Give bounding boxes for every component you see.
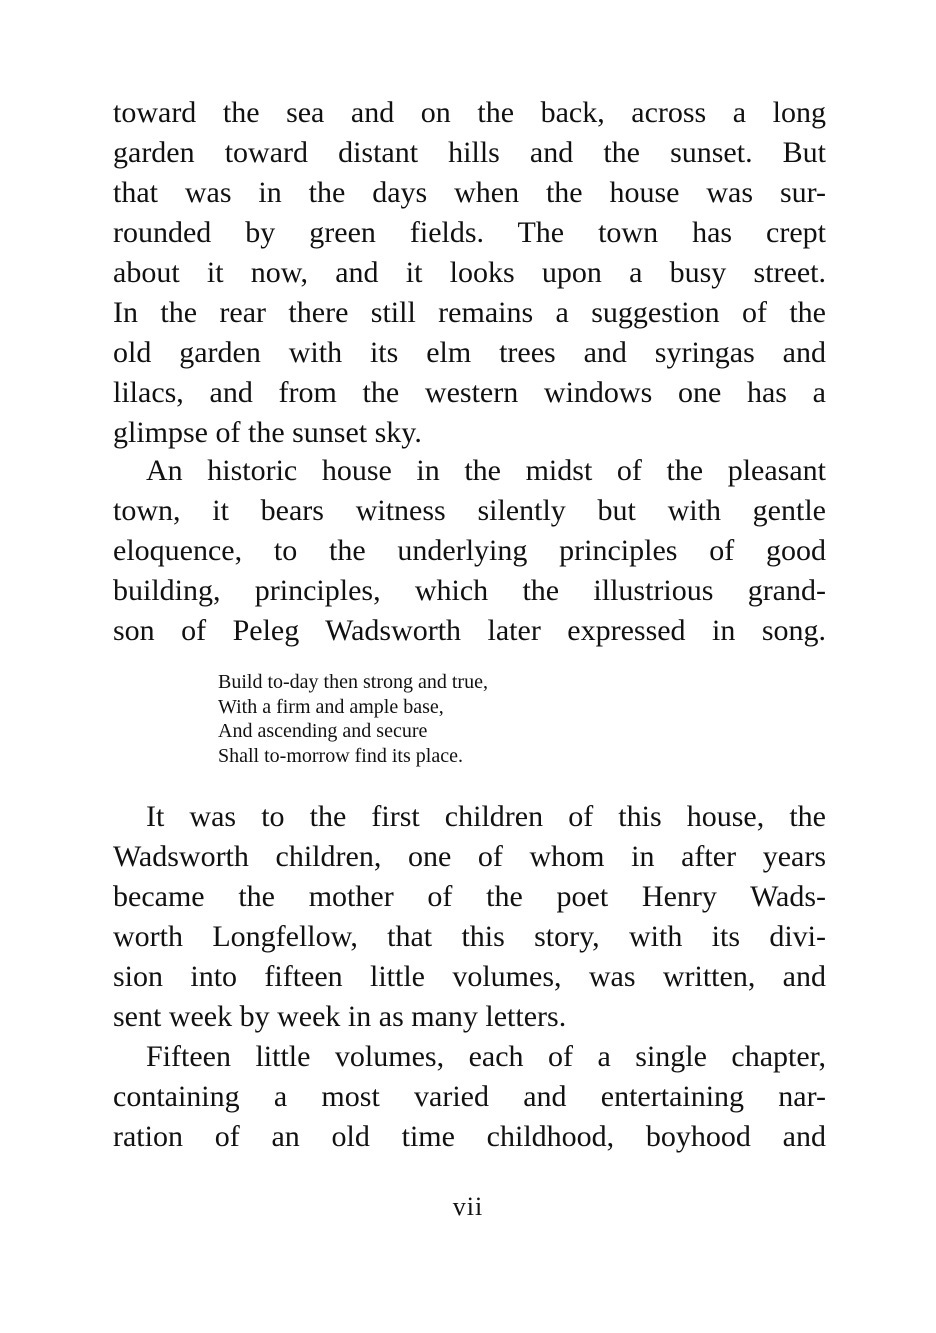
- verse-line: And ascending and secure: [218, 720, 428, 742]
- text-line: building, principles, which the illustrious grand-: [113, 574, 826, 607]
- text-line: ration of an old time childhood, boyhood and: [113, 1120, 826, 1153]
- verse-line: Build to-day then strong and true,: [218, 671, 488, 693]
- text-line: rounded by green fields. The town has crept: [113, 216, 826, 249]
- text-line: old garden with its elm trees and syringas and: [113, 336, 826, 369]
- text-line: son of Peleg Wadsworth later expressed in song.: [113, 614, 826, 647]
- text-line: that was in the days when the house was sur-: [113, 176, 826, 209]
- text-line: Fifteen little volumes, each of a single chapter,: [146, 1040, 826, 1073]
- text-line: lilacs, and from the western windows one has a: [113, 376, 826, 409]
- text-line: became the mother of the poet Henry Wads-: [113, 880, 826, 913]
- text-line: garden toward distant hills and the sunset. But: [113, 136, 826, 169]
- page-number: vii: [452, 1192, 484, 1221]
- text-line: Wadsworth children, one of whom in after years: [113, 840, 826, 873]
- text-line: worth Longfellow, that this story, with its divi-: [113, 920, 826, 953]
- text-line: In the rear there still remains a suggestion of the: [113, 296, 826, 329]
- verse-line: With a firm and ample base,: [218, 695, 444, 718]
- verse-quotation: [218, 670, 638, 768]
- text-line: An historic house in the midst of the pleasant: [146, 454, 826, 487]
- text-line: eloquence, to the underlying principles of good: [113, 534, 826, 567]
- paragraph-wadsworth-children: [113, 797, 826, 1037]
- text-line: sion into fifteen little volumes, was written, and: [113, 960, 826, 993]
- paragraph-house-setting: [113, 93, 826, 453]
- text-line: It was to the first children of this house, the: [146, 800, 826, 833]
- verse-line: Shall to-morrow find its place.: [218, 744, 463, 767]
- text-line: glimpse of the sunset sky.: [113, 416, 422, 449]
- text-line: about it now, and it looks upon a busy street.: [113, 256, 826, 289]
- text-line: toward the sea and on the back, across a long: [113, 96, 826, 129]
- paragraph-fifteen-volumes: [113, 1037, 826, 1157]
- text-line: containing a most varied and entertaining nar-: [113, 1080, 826, 1113]
- text-line: sent week by week in as many letters.: [113, 1000, 567, 1033]
- text-line: town, it bears witness silently but with gentle: [113, 494, 826, 527]
- paragraph-historic-house: [113, 451, 826, 651]
